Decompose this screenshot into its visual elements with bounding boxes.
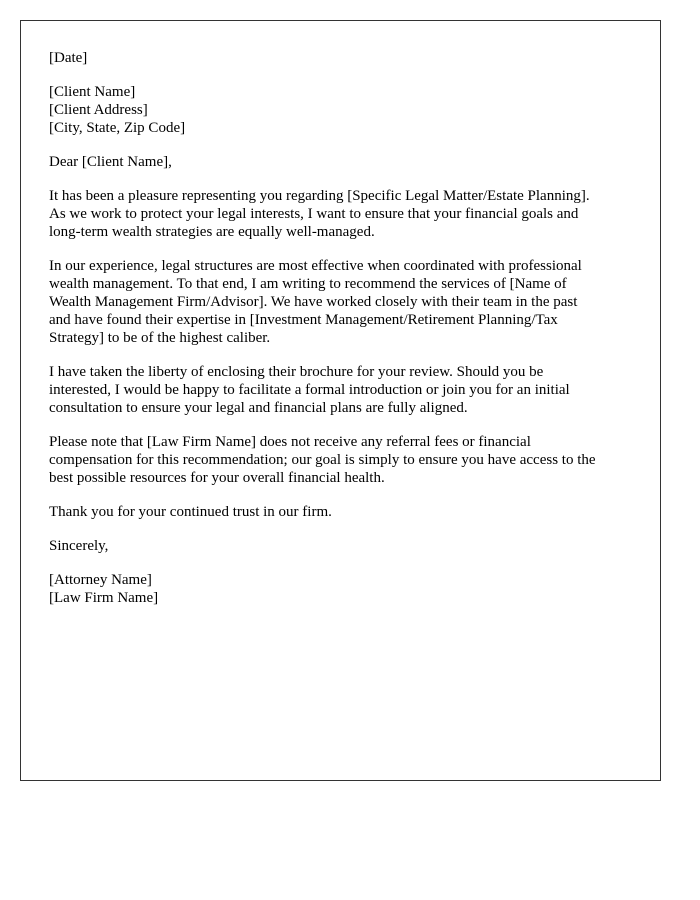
- text-line: Sincerely,: [49, 538, 109, 554]
- signature-block: [49, 571, 632, 607]
- text-line: long-term wealth strategies are equally well-managed.: [49, 224, 375, 240]
- text-line: [Attorney Name]: [49, 572, 152, 588]
- text-line: consultation to ensure your legal and financial plans are fully aligned.: [49, 400, 468, 416]
- text-line: [Date]: [49, 50, 88, 66]
- date: [49, 49, 632, 67]
- text-line: [City, State, Zip Code]: [49, 120, 186, 136]
- salutation: [49, 153, 632, 171]
- recipient-address: [49, 83, 632, 137]
- text-line: Dear [Client Name],: [49, 154, 172, 170]
- text-line: and have found their expertise in [Investment Management/Retirement Planning/Tax: [49, 312, 558, 328]
- body-paragraph-thanks: [49, 503, 632, 521]
- text-line: Strategy] to be of the highest caliber.: [49, 330, 271, 346]
- closing: [49, 537, 632, 555]
- text-line: As we work to protect your legal interests, I want to ensure that your financial goals and: [49, 206, 579, 222]
- body-paragraph-brochure: [49, 363, 632, 417]
- body-paragraph-disclosure: [49, 433, 632, 487]
- text-line: [Law Firm Name]: [49, 590, 159, 606]
- text-line: wealth management. To that end, I am writing to recommend the services of [Name of: [49, 276, 567, 292]
- text-line: Please note that [Law Firm Name] does not receive any referral fees or financial: [49, 434, 531, 450]
- text-line: [Client Name]: [49, 84, 136, 100]
- letter-page: [20, 20, 661, 781]
- text-line: [Client Address]: [49, 102, 148, 118]
- text-line: Wealth Management Firm/Advisor]. We have worked closely with their team in the past: [49, 294, 578, 310]
- text-line: Thank you for your continued trust in our firm.: [49, 504, 332, 520]
- text-line: interested, I would be happy to facilitate a formal introduction or join you for an initial: [49, 382, 570, 398]
- text-line: compensation for this recommendation; our goal is simply to ensure you have access to the: [49, 452, 596, 468]
- text-line: I have taken the liberty of enclosing their brochure for your review. Should you be: [49, 364, 544, 380]
- text-line: In our experience, legal structures are most effective when coordinated with professional: [49, 258, 582, 274]
- body-paragraph-recommendation: [49, 257, 632, 347]
- body-paragraph-intro: [49, 187, 632, 241]
- text-line: It has been a pleasure representing you regarding [Specific Legal Matter/Estate Planning].: [49, 188, 590, 204]
- text-line: best possible resources for your overall financial health.: [49, 470, 385, 486]
